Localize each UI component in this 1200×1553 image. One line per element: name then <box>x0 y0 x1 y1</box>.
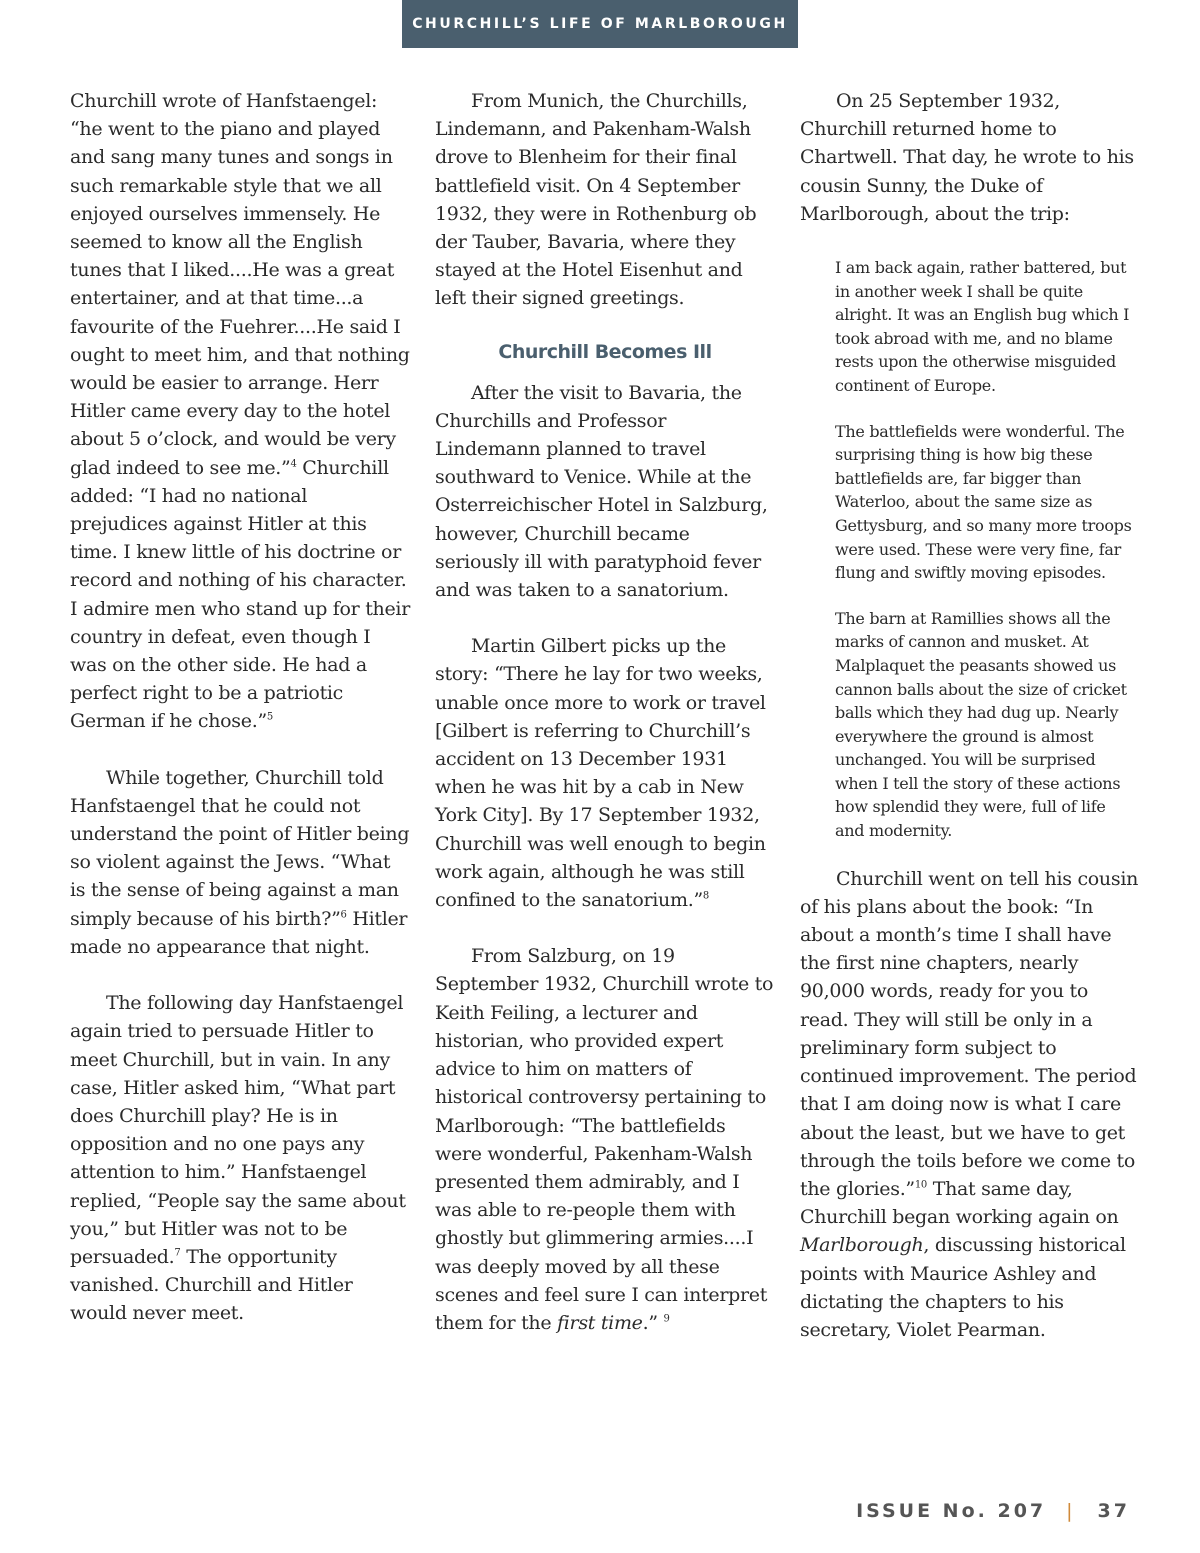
paragraph: On 25 September 1932, Churchill returned home to Chartwell. That day, he wrote to his cousin Sunny, the Duke of Marlborough, about the trip: <box>800 90 1134 225</box>
text: , discussing historical points with Maurice Ashley and dictating the chapters to his secretary, Violet Pearman. <box>800 1234 1126 1341</box>
footnote-marker: 4 <box>290 458 297 470</box>
emphasis-text: first time <box>557 1311 643 1334</box>
footnote-marker: 7 <box>174 1247 181 1259</box>
running-header <box>402 0 798 48</box>
footnote-marker: 6 <box>340 909 347 921</box>
footnote-marker: 5 <box>266 712 273 724</box>
block-quote: The battlefields were wonderful. The surprising thing is how big these battlefields are, far bigger than Waterloo, about the same size as Gettysburg, and so many more troops were used. These were very fine, far flung and swiftly moving episodes. <box>835 421 1132 583</box>
text: .” <box>642 1311 664 1334</box>
text: Martin Gilbert picks up the story: “There he lay for two weeks, unable once more to work or travel [Gilbert is referring to Churchill’s accident on 13 December 1931 when he was hit by a cab in New York City]. By 17 September 1932, Churchill was well enough to begin work again, although he was still confined to the sanatorium.” <box>435 635 766 912</box>
footnote-marker: 9 <box>663 1313 670 1325</box>
paragraph <box>435 632 775 914</box>
paragraph: After the visit to Bavaria, the Churchills and Professor Lindemann planned to travel southward to Venice. While at the Osterreichischer Hotel in Salzburg, however, Churchill became seriously ill with paratyphoid fever and was taken to a sanatorium. <box>435 381 768 602</box>
text: The following day Hanfstaengel again tried to persuade Hitler to meet Churchill, but in vain. In any case, Hitler asked him, “What part does Churchill play? He is in opposition and no one pays any attention to him.” Hanfstaengel replied, “People say the same about you,” but Hitler was not to be persuaded. <box>70 992 406 1268</box>
text: Churchill wrote of Hanfstaengel: “he went to the piano and played and sang many tunes and songs in such remarkable style that we all enjoyed ourselves immensely. He seemed to know all the English tunes that I liked....He was a great entertainer, and at that time...a favourite of the Fuehrer....He said I ought to meet him, and that nothing would be easier to arrange. Herr Hitler came every day to the hotel about 5 o’clock, and would be very glad indeed to see me.” <box>70 90 410 479</box>
issue-number: ISSUE No. 207 <box>856 1500 1047 1522</box>
text: The opportunity vanished. Churchill and Hitler would never meet. <box>70 1245 353 1325</box>
text: Churchill added: “I had no national prejudices against Hitler at this time. I knew little of his doctrine or record and nothing of his character. I admire men who stand up for their country in defeat, even though I was on the other side. He had a perfect right to be a patriotic German if he chose.” <box>70 456 410 733</box>
emphasis-text: Marlborough <box>800 1234 924 1257</box>
page-footer <box>856 1500 1130 1522</box>
paragraph <box>800 865 1140 1344</box>
text: That same day, Churchill began working again on <box>800 1177 1119 1229</box>
footnote-marker: 8 <box>702 890 709 902</box>
column-1 <box>70 87 410 1356</box>
text: Hitler made no appearance that night. <box>70 907 408 958</box>
column-2 <box>435 87 775 1365</box>
running-header-title: CHURCHILL’S LIFE OF MARLBOROUGH <box>412 16 788 32</box>
column-3 <box>800 87 1140 1372</box>
paragraph <box>70 989 410 1327</box>
paragraph <box>435 942 775 1337</box>
text: From Salzburg, on 19 September 1932, Churchill wrote to Keith Feiling, a lecturer and historian, who provided expert advice to him on matters of historical controversy pertaining to Marlborough: “The battlefields were wonderful, Pakenham-Walsh presented them admirably, and I was able to re-people them with ghostly but glimmering armies....I was deeply moved by all these scenes and feel sure I can interpret them for the <box>435 945 774 1334</box>
page-number: 37 <box>1097 1500 1130 1522</box>
text: Churchill went on tell his cousin of his plans about the book: “In about a month’s time I shall have the first nine chapters, nearly 90,000 words, ready for you to read. They will still be only in a preliminary form subject to continued improvement. The period that I am doing now is what I care about the least, but we have to get through the toils before we come to the glories.” <box>800 867 1139 1200</box>
text: While together, Churchill told Hanfstaengel that he could not understand the point of Hitler being so violent against the Jews. “What is the sense of being against a man simply because of his birth?” <box>70 766 410 930</box>
paragraph <box>70 87 410 736</box>
paragraph <box>70 764 410 961</box>
paragraph: From Munich, the Churchills, Lindemann, and Pakenham-Walsh drove to Blenheim for their final battlefield visit. On 4 September 1932, they were in Rothenburg ob der Tauber, Bavaria, where they stayed at the Hotel Eisenhut and left their signed greetings. <box>435 90 757 310</box>
footer-separator: | <box>1066 1500 1076 1522</box>
block-quote: The barn at Ramillies shows all the marks of cannon and musket. At Malplaquet the peasants showed us cannon balls about the size of cricket balls which they had dug up. Nearly everywhere the ground is almost unchanged. You will be surprised when I tell the story of these actions how splendid they were, full of life and modernity. <box>835 608 1127 841</box>
footnote-marker: 10 <box>914 1179 927 1191</box>
block-quote: I am back again, rather battered, but in another week I shall be quite alright. It was an English bug which I took abroad with me, and no blame rests upon the otherwise misguided continent of Europe. <box>835 258 1130 395</box>
section-heading: Churchill Becomes Ill <box>498 340 712 363</box>
